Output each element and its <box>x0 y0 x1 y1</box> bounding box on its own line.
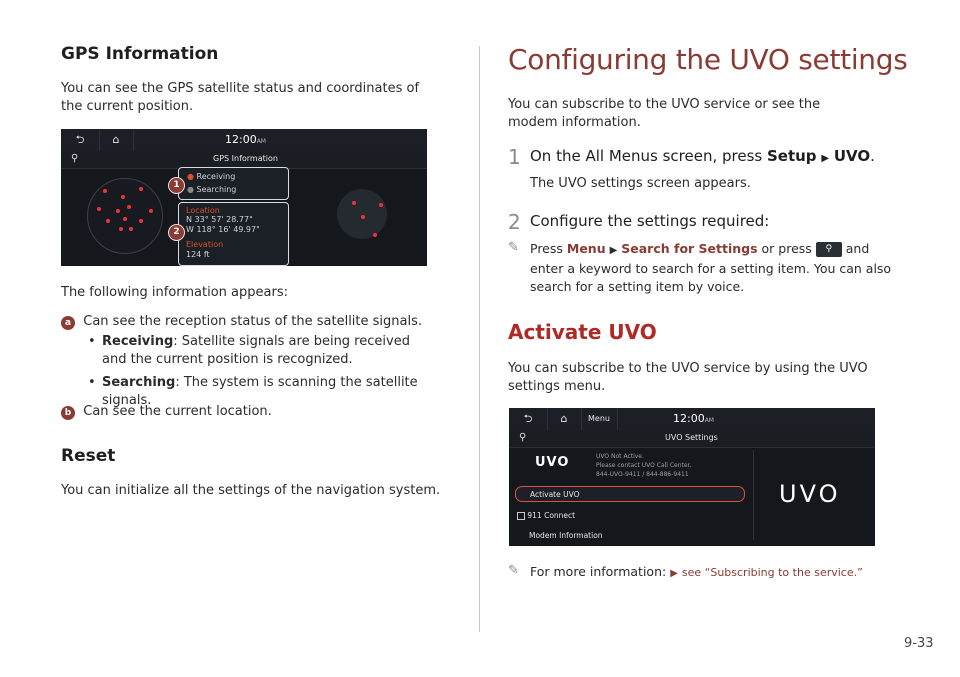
back-icon[interactable]: ⮌ <box>509 408 548 430</box>
note-icon: ✎ <box>508 563 519 578</box>
satellite-radar <box>87 178 163 254</box>
longitude: W 118° 16' 49.97" <box>186 225 260 234</box>
location-card <box>178 202 289 266</box>
searching-label: Searching <box>196 185 237 194</box>
home-icon[interactable]: ⌂ <box>547 408 582 430</box>
gps-screen-title: GPS Information <box>213 154 278 163</box>
gps-title: GPS Information <box>61 44 219 64</box>
activate-uvo-button[interactable]: Activate UVO <box>515 486 745 502</box>
latitude: N 33° 57' 28.77" <box>186 215 253 224</box>
search-icon[interactable]: ⚲ <box>71 153 79 164</box>
uvo-status: UVO Not Active. Please contact UVO Call Center. 844-UVO-9411 / 844-886-9411 <box>596 453 692 478</box>
uvo-screen <box>509 408 875 546</box>
uvo-screen-title: UVO Settings <box>665 433 718 442</box>
gps-screen <box>61 129 427 266</box>
step1-number: 1 <box>508 145 521 169</box>
location-label: Location <box>186 206 220 215</box>
step1-text: On the All Menus screen, press Setup ▶ UVO. <box>530 147 875 165</box>
uvo-logo-large: UVO <box>779 480 841 508</box>
globe-icon <box>337 189 387 239</box>
reset-desc: You can initialize all the settings of the navigation system. <box>61 483 441 498</box>
subscribing-link[interactable]: see “Subscribing to the service.” <box>681 566 863 579</box>
bullet-searching: • Searching: The system is scanning the satellite signals. <box>88 375 418 408</box>
item-a: a Can see the reception status of the satellite signals. <box>61 313 422 331</box>
reset-title: Reset <box>61 446 116 466</box>
note-more-info: For more information: ▶ see “Subscribing to the service.” <box>530 564 863 579</box>
callout-2: 2 <box>168 224 185 241</box>
back-icon[interactable]: ⮌ <box>61 129 100 151</box>
menu-button[interactable]: Menu <box>581 408 618 430</box>
page-number: 9-33 <box>904 636 934 651</box>
gps-desc: You can see the GPS satellite status and coordinates of the current position. <box>61 81 420 114</box>
following-text: The following information appears: <box>61 285 288 300</box>
signal-status-card: ● Receiving ● Searching <box>178 167 289 200</box>
clock: 12:00AM <box>225 133 266 146</box>
bullet-receiving: • Receiving: Satellite signals are being received and the current position is recognized. <box>88 334 410 367</box>
step2-number: 2 <box>508 210 521 234</box>
connect-911-toggle[interactable]: 911 Connect <box>517 511 575 520</box>
callout-1: 1 <box>168 177 185 194</box>
column-divider <box>479 46 480 632</box>
clock: 12:00AM <box>673 412 714 425</box>
activate-desc: You can subscribe to the UVO service by using the UVO settings menu. <box>508 361 868 394</box>
receiving-label: Receiving <box>196 172 236 181</box>
activate-title: Activate UVO <box>508 320 657 344</box>
screen-divider <box>753 450 754 540</box>
step2-text: Configure the settings required: <box>530 212 770 230</box>
elevation-label: Elevation <box>186 240 224 249</box>
modem-information-item[interactable]: Modem Information <box>529 531 603 540</box>
checkbox-icon <box>517 512 525 520</box>
search-icon[interactable]: ⚲ <box>519 432 527 443</box>
gps-topbar <box>61 129 427 152</box>
page-title: Configuring the UVO settings <box>508 43 908 76</box>
elevation-value: 124 ft <box>186 250 210 259</box>
step1-result: The UVO settings screen appears. <box>530 176 751 191</box>
search-icon: ⚲ <box>816 242 842 257</box>
uvo-topbar <box>509 408 875 431</box>
item-b: b Can see the current location. <box>61 403 272 421</box>
note-icon: ✎ <box>508 240 519 255</box>
intro: You can subscribe to the UVO service or see the modem information. <box>508 97 821 130</box>
home-icon[interactable]: ⌂ <box>99 129 134 151</box>
note-search: Press Menu ▶ Search for Settings or press ⚲ and enter a keyword to search for a setting item. You can also search for a setting item by voice. <box>530 241 892 294</box>
uvo-logo-small: UVO <box>535 455 570 470</box>
